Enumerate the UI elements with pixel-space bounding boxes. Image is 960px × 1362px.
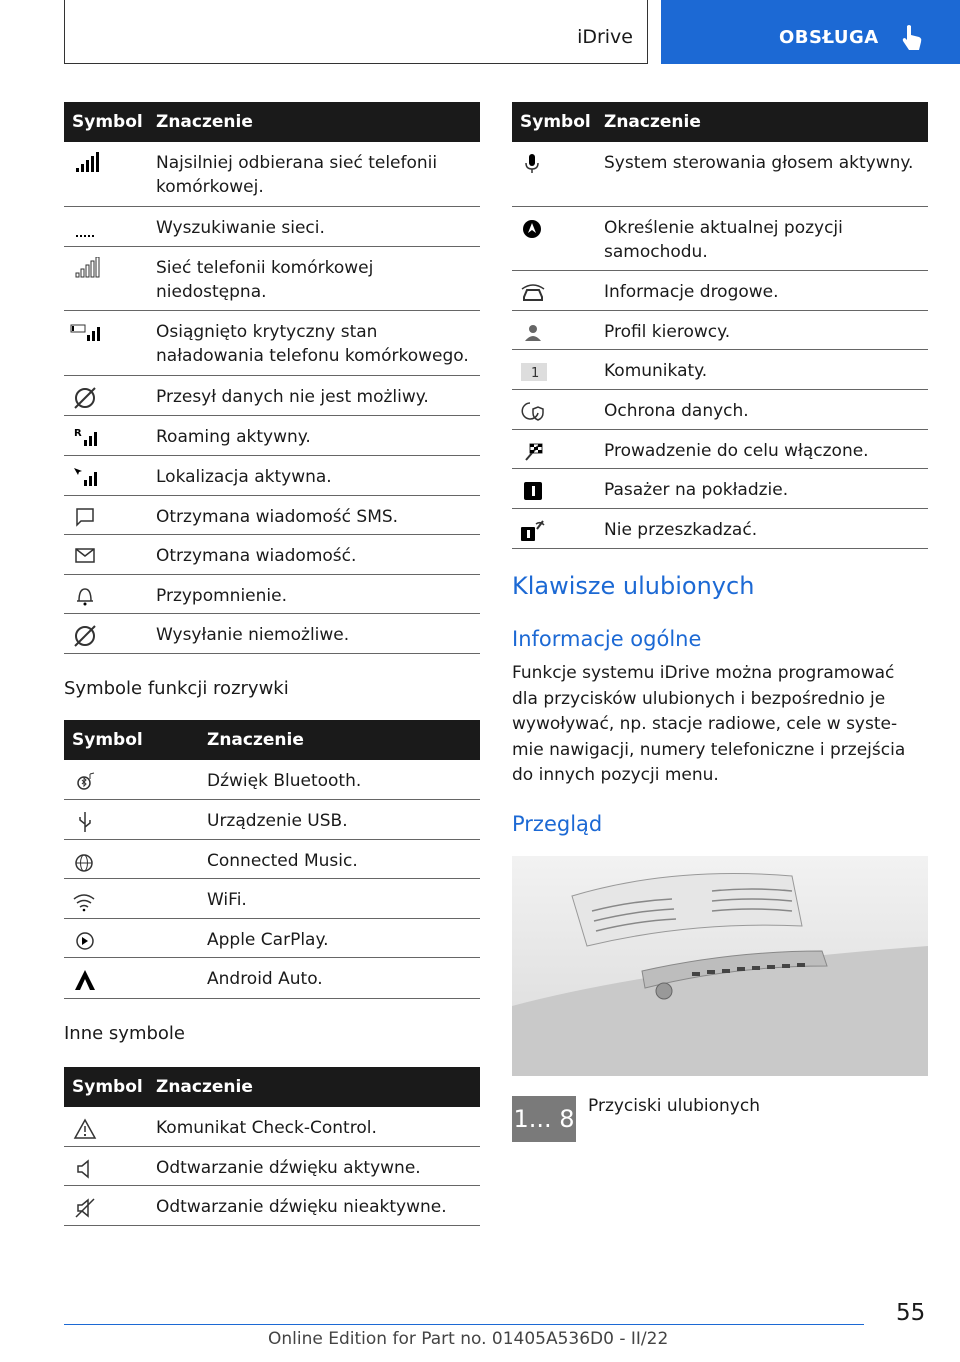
header-chapter-title: OBSŁUGA	[779, 27, 879, 48]
warning-triangle-icon	[70, 1117, 100, 1141]
table-row	[64, 919, 480, 958]
android-auto-icon	[70, 968, 100, 992]
microphone-icon	[518, 152, 548, 176]
position-icon	[518, 217, 548, 241]
row-text: Apple CarPlay.	[207, 930, 329, 950]
bluetooth-audio-icon	[70, 770, 100, 794]
row-text: Przypomnienie.	[156, 586, 287, 606]
table-row	[64, 1186, 480, 1226]
row-text: Prowadzenie do celu włączone.	[604, 441, 869, 461]
battery-critical-icon	[70, 321, 100, 345]
header-section-title: iDrive	[577, 26, 633, 48]
signal-unavailable-icon	[70, 257, 100, 281]
row-text: Urządzenie USB.	[207, 811, 348, 831]
table-row	[64, 496, 480, 535]
row-text: Komunikaty.	[604, 361, 708, 381]
table-row	[512, 142, 928, 207]
table-header	[64, 720, 480, 760]
row-text: Odtwarzanie dźwięku aktywne.	[156, 1158, 421, 1178]
sms-icon	[70, 506, 100, 530]
table-row	[64, 840, 480, 879]
col-meaning-header: Znaczenie	[156, 1077, 253, 1097]
table-row	[64, 207, 480, 247]
row-text: Pasażer na pokładzie.	[604, 480, 789, 500]
row-text: Komunikat Check-Control.	[156, 1118, 377, 1138]
data-unavailable-icon	[70, 386, 100, 410]
favorite-buttons-caption: Przyciski ulubionych	[588, 1096, 760, 1116]
messages-count-icon	[518, 360, 548, 384]
table-header	[512, 102, 928, 142]
header-section-box	[64, 0, 648, 64]
table-row	[64, 800, 480, 840]
status-symbols-table	[64, 102, 480, 654]
table-row	[64, 535, 480, 575]
data-protection-icon	[518, 400, 548, 424]
table-row	[64, 575, 480, 614]
row-text: Otrzymana wiadomość.	[156, 546, 357, 566]
traffic-info-icon	[518, 281, 548, 305]
table-row	[64, 142, 480, 207]
roaming-icon	[70, 426, 100, 450]
heading-entertainment: Symbole funkcji rozrywki	[64, 678, 289, 699]
svg-text:1: 1	[531, 366, 540, 381]
carplay-icon	[70, 929, 100, 953]
location-active-icon	[70, 466, 100, 490]
general-info-text: Funkcje systemu iDrive można programować dla przycisków ulubionych i bezpośrednio je wywoływać, np. stacje radiowe, cele w syste- mie nawigacji, numery telefoniczne i przejścia do innych pozycji menu.	[512, 663, 906, 785]
row-text: Osiągnięto krytyczny stan naładowania telefonu komórkowego.	[156, 322, 469, 366]
hand-pointer-icon	[900, 24, 924, 52]
row-text: Dźwięk Bluetooth.	[207, 771, 362, 791]
passenger-icon	[518, 479, 548, 503]
table-row	[512, 207, 928, 271]
row-text: System sterowania głosem aktywny.	[604, 153, 914, 173]
table-row	[64, 376, 480, 416]
table-row	[512, 271, 928, 311]
table-row	[512, 390, 928, 430]
other-symbols-table	[64, 1067, 480, 1226]
table-row	[64, 1147, 480, 1186]
row-text: WiFi.	[207, 890, 247, 910]
table-row	[512, 469, 928, 509]
row-text: Roaming aktywny.	[156, 427, 311, 447]
col-symbol-header: Symbol	[520, 112, 591, 132]
system-symbols-table	[512, 102, 928, 549]
row-text: Connected Music.	[207, 851, 358, 871]
route-guidance-icon	[518, 440, 548, 464]
heading-other: Inne symbole	[64, 1023, 185, 1044]
table-header	[64, 102, 480, 142]
table-row	[64, 416, 480, 456]
row-text: Wysyłanie niemożliwe.	[156, 625, 350, 645]
row-text: Ochrona danych.	[604, 401, 749, 421]
table-row	[64, 760, 480, 800]
col-meaning-header: Znaczenie	[207, 730, 304, 750]
col-symbol-header: Symbol	[72, 112, 143, 132]
row-text: Określenie aktualnej pozycji samochodu.	[604, 218, 843, 262]
table-header	[64, 1067, 480, 1107]
favorite-buttons-badge: 1... 8	[512, 1096, 576, 1142]
wifi-icon	[70, 889, 100, 913]
row-text: Informacje drogowe.	[604, 282, 779, 302]
row-text: Android Auto.	[207, 969, 323, 989]
row-text: Nie przeszkadzać.	[604, 520, 758, 540]
row-text: Najsilniej odbierana sieć telefonii komórkowej.	[156, 153, 438, 197]
table-row	[64, 879, 480, 919]
favorites-title: Klawisze ulubionych	[512, 572, 755, 600]
table-row	[64, 614, 480, 654]
table-row	[512, 509, 928, 549]
table-row	[64, 247, 480, 311]
col-meaning-header: Znaczenie	[156, 112, 253, 132]
page-number: 55	[896, 1300, 926, 1326]
table-row	[512, 350, 928, 390]
row-text: Sieć telefonii komórkowej niedostępna.	[156, 258, 374, 302]
dashboard-photo	[512, 856, 928, 1076]
table-row	[512, 311, 928, 350]
table-row	[64, 311, 480, 376]
col-symbol-header: Symbol	[72, 1077, 143, 1097]
col-meaning-header: Znaczenie	[604, 112, 701, 132]
bell-icon	[70, 585, 100, 609]
driver-profile-icon	[518, 321, 548, 345]
table-row	[512, 430, 928, 469]
footer-divider	[64, 1324, 864, 1325]
table-row	[64, 958, 480, 999]
send-unavailable-icon	[70, 624, 100, 648]
usb-icon	[70, 810, 100, 834]
overview-title: Przegląd	[512, 812, 603, 836]
header-chapter-box	[661, 0, 960, 64]
row-text: Profil kierowcy.	[604, 322, 731, 342]
col-symbol-header: Symbol	[72, 730, 143, 750]
speaker-muted-icon	[70, 1196, 100, 1220]
table-row	[64, 456, 480, 496]
row-text: Wyszukiwanie sieci.	[156, 218, 325, 238]
speaker-icon	[70, 1157, 100, 1181]
entertainment-symbols-table	[64, 720, 480, 999]
row-text: Przesył danych nie jest możliwy.	[156, 387, 429, 407]
signal-full-icon	[70, 152, 100, 176]
general-info-title: Informacje ogólne	[512, 627, 702, 651]
message-icon	[70, 545, 100, 569]
do-not-disturb-icon	[518, 519, 548, 543]
connected-music-icon	[70, 850, 100, 874]
table-row	[64, 1107, 480, 1147]
footer-edition: Online Edition for Part no. 01405A536D0 - II/22	[268, 1329, 669, 1349]
svg-text:R: R	[74, 428, 82, 439]
network-search-icon	[70, 217, 100, 241]
row-text: Lokalizacja aktywna.	[156, 467, 332, 487]
row-text: Otrzymana wiadomość SMS.	[156, 507, 399, 527]
row-text: Odtwarzanie dźwięku nieaktywne.	[156, 1197, 447, 1217]
